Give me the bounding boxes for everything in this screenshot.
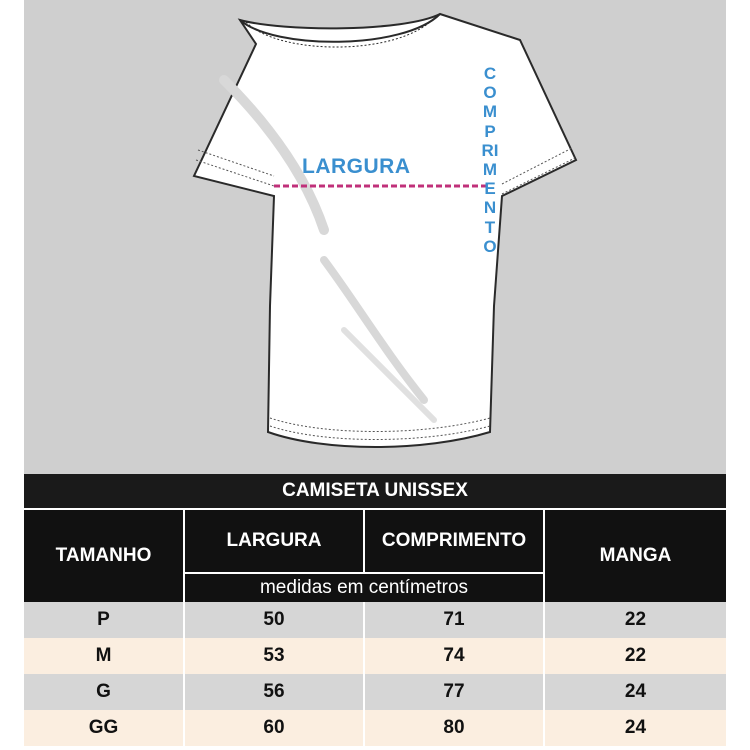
comprimento-cell: 77 xyxy=(364,674,544,710)
manga-cell: 24 xyxy=(544,674,726,710)
largura-cell: 60 xyxy=(184,710,364,746)
tshirt-illustration-panel xyxy=(24,0,726,474)
largura-cell: 50 xyxy=(184,602,364,638)
length-label: COMPRIMENTO xyxy=(481,64,499,256)
table-row xyxy=(24,710,726,746)
comprimento-cell: 80 xyxy=(364,710,544,746)
table-row xyxy=(24,602,726,638)
table-title-row xyxy=(24,474,726,509)
table-header-row xyxy=(24,509,726,573)
manga-cell: 24 xyxy=(544,710,726,746)
width-label: LARGURA xyxy=(302,155,411,178)
largura-cell: 53 xyxy=(184,638,364,674)
tshirt-illustration xyxy=(24,0,726,474)
comprimento-cell: 74 xyxy=(364,638,544,674)
comprimento-cell: 71 xyxy=(364,602,544,638)
units-note: medidas em centímetros xyxy=(184,573,544,602)
column-header-largura: LARGURA xyxy=(184,509,364,573)
table-row xyxy=(24,674,726,710)
size-cell: GG xyxy=(24,710,184,746)
column-header-manga: MANGA xyxy=(544,509,726,602)
size-cell: P xyxy=(24,602,184,638)
manga-cell: 22 xyxy=(544,602,726,638)
column-header-comprimento: COMPRIMENTO xyxy=(364,509,544,573)
column-header-tamanho: TAMANHO xyxy=(24,509,184,602)
largura-cell: 56 xyxy=(184,674,364,710)
tshirt-shape xyxy=(194,14,576,447)
table-title: CAMISETA UNISSEX xyxy=(24,474,726,509)
size-cell: G xyxy=(24,674,184,710)
table-row xyxy=(24,638,726,674)
manga-cell: 22 xyxy=(544,638,726,674)
size-table xyxy=(24,474,726,746)
size-cell: M xyxy=(24,638,184,674)
